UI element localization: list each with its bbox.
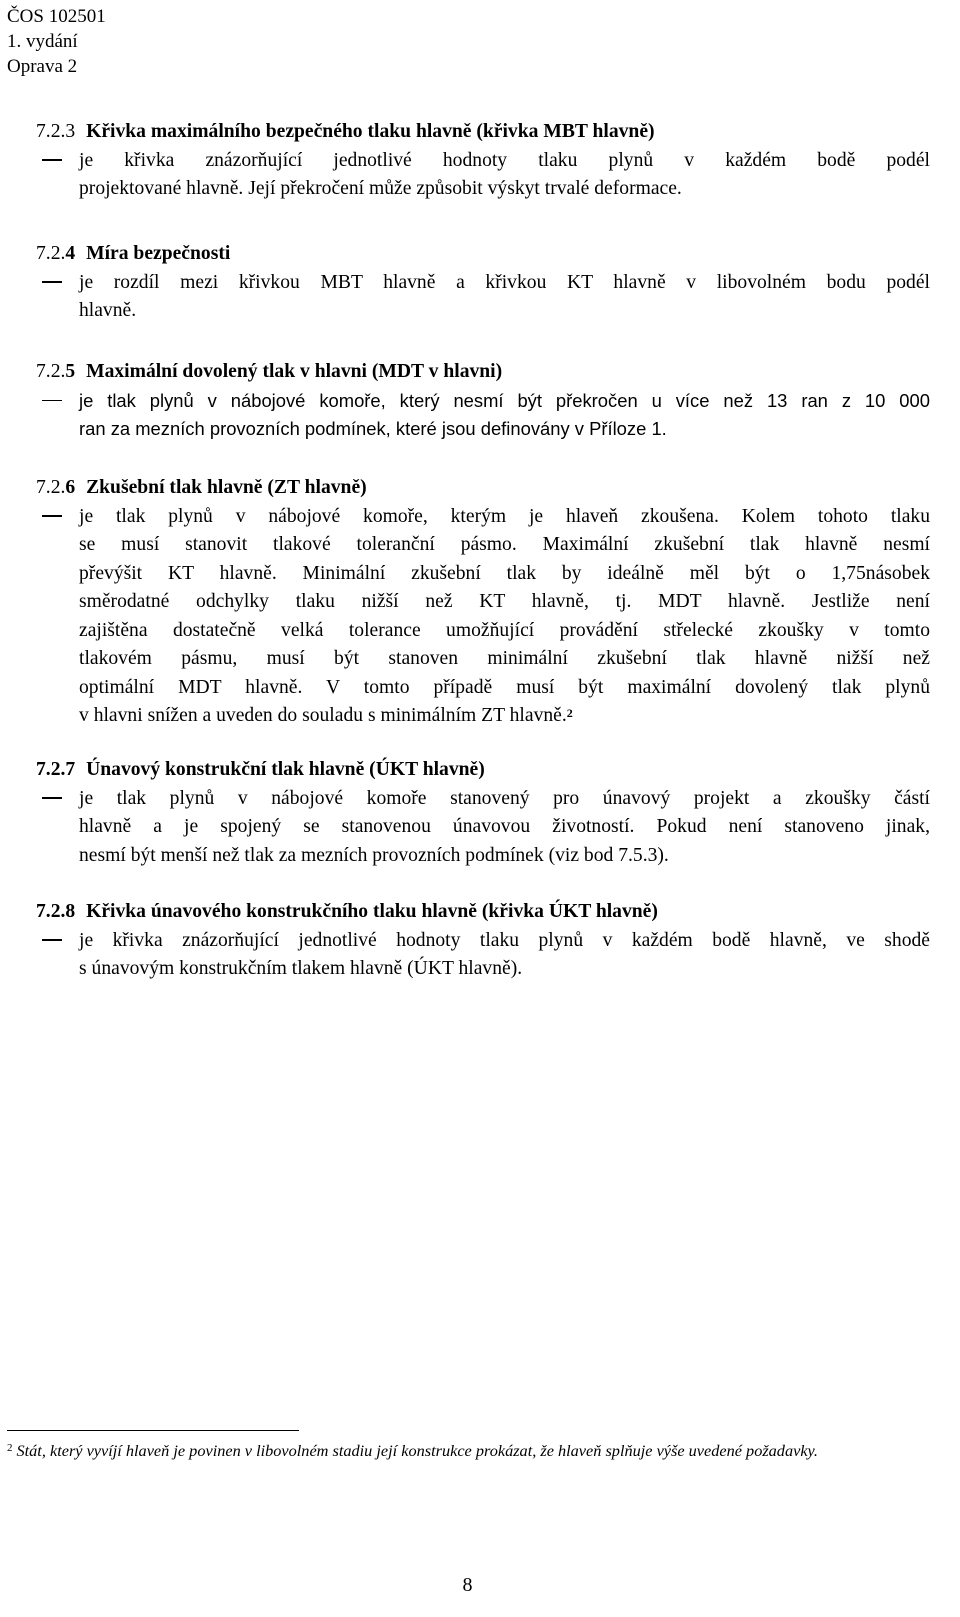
section-heading: 7.2.8 Křivka únavového konstrukčního tlaku hlavně (křivka ÚKT hlavně) (36, 901, 658, 922)
section-body (36, 269, 930, 326)
text-line: směrodatné odchylky tlaku nižší než KT hlavně, tj. MDT hlavně. Jestliže není (79, 591, 930, 612)
text-line: nesmí být menší než tlak za mezních provozních podmínek (viz bod 7.5.3). (79, 844, 669, 866)
section-title: Únavový konstrukční tlak hlavně (ÚKT hlavně) (86, 759, 485, 780)
section-body (36, 785, 930, 871)
section-body (36, 927, 930, 984)
dash-bullet (40, 503, 64, 532)
section-7-2-8 (36, 898, 930, 984)
text-line: je křivka znázorňující jednotlivé hodnoty tlaku plynů v každém bodě hlavně, ve shodě (79, 929, 930, 951)
text-line: hlavně a je spojený se stanovenou únavovou životností. Pokud není stanoveno jinak, (79, 816, 930, 837)
dash-bullet (40, 785, 64, 814)
section-body (36, 503, 930, 731)
section-7-2-3 (36, 118, 930, 204)
section-body (36, 387, 930, 444)
text-line: projektované hlavně. Její překročení může způsobit výskyt trvalé deformace. (79, 178, 682, 199)
dash-bullet (40, 387, 64, 416)
section-title: Křivka únavového konstrukčního tlaku hlavně (křivka ÚKT hlavně) (86, 901, 658, 922)
section-title: Zkušební tlak hlavně (ZT hlavně) (86, 477, 367, 498)
section-body (36, 147, 930, 204)
section-heading: 7.2.3 Křivka maximálního bezpečného tlaku hlavně (křivka MBT hlavně) (36, 121, 655, 142)
edition-label: 1. vydání (7, 31, 78, 52)
text-line: převýšit KT hlavně. Minimální zkušební tlak by ideálně měl být o 1,75násobek (79, 562, 930, 584)
text-line: zajištěna dostatečně velká tolerance umožňující provádění střelecké zkoušky v tomto (79, 619, 930, 641)
footnote-text: Stát, který vyvíjí hlaveň je povinen v libovolném stadiu její konstrukce prokázat, že hlaveň splňuje výše uvedené požadavky. (16, 1441, 818, 1460)
text-line: je rozdíl mezi křivkou MBT hlavně a křivkou KT hlavně v libovolném bodu podél (79, 271, 930, 293)
section-7-2-7 (36, 756, 930, 870)
document-header (7, 4, 106, 79)
footnote-number: 2 (7, 1442, 13, 1454)
text-line: tlakovém pásmu, musí být stanoven minimální zkušební tlak hlavně nižší než (79, 648, 930, 669)
text-line: optimální MDT hlavně. V tomto případě musí být maximální dovolený tlak plynů (79, 676, 930, 698)
text-line: je tlak plynů v nábojové komoře, který nesmí být překročen u více než 13 ran z 10 000 (79, 389, 930, 411)
text-line: je tlak plynů v nábojové komoře stanovený pro únavový projekt a zkoušky částí (79, 787, 930, 809)
footnote-reference[interactable]: 2 (566, 706, 573, 720)
text-line: se musí stanovit tlakové toleranční pásmo. Maximální zkušební tlak hlavně nesmí (79, 534, 930, 555)
text-line: ran za mezních provozních podmínek, které jsou definovány v Příloze 1. (79, 418, 667, 439)
amendment-label: Oprava 2 (7, 56, 78, 77)
text-line: v hlavni snížen a uveden do souladu s minimálním ZT hlavně.$^2$ (79, 705, 573, 726)
dash-bullet (40, 269, 64, 298)
document-id: ČOS 102501 (7, 6, 106, 27)
section-heading: 7.2.4 Míra bezpečnosti (36, 243, 231, 264)
text-line: s únavovým konstrukčním tlakem hlavně (ÚKT hlavně). (79, 958, 523, 979)
dash-bullet (40, 147, 64, 176)
footnote (7, 1438, 927, 1463)
section-title: Křivka maximálního bezpečného tlaku hlavně (křivka MBT hlavně) (86, 121, 655, 142)
section-title: Míra bezpečnosti (86, 243, 231, 264)
section-heading: 7.2.6 Zkušební tlak hlavně (ZT hlavně) (36, 477, 367, 498)
section-7-2-6 (36, 474, 930, 731)
section-heading: 7.2.5 Maximální dovolený tlak v hlavni (MDT v hlavni) (36, 361, 503, 382)
section-7-2-4 (36, 240, 930, 326)
page-number: 8 (462, 1574, 473, 1596)
text-line: je křivka znázorňující jednotlivé hodnoty tlaku plynů v každém bodě podél (79, 149, 930, 171)
dash-bullet (40, 927, 64, 956)
section-title: Maximální dovolený tlak v hlavni (MDT v hlavni) (86, 361, 503, 382)
text-line: je tlak plynů v nábojové komoře, kterým je hlaveň zkoušena. Kolem tohoto tlaku (79, 505, 930, 527)
footnote-separator (7, 1430, 299, 1431)
section-7-2-5 (36, 358, 930, 444)
text-line: hlavně. (79, 300, 137, 321)
section-heading: 7.2.7 Únavový konstrukční tlak hlavně (ÚKT hlavně) (36, 759, 485, 780)
